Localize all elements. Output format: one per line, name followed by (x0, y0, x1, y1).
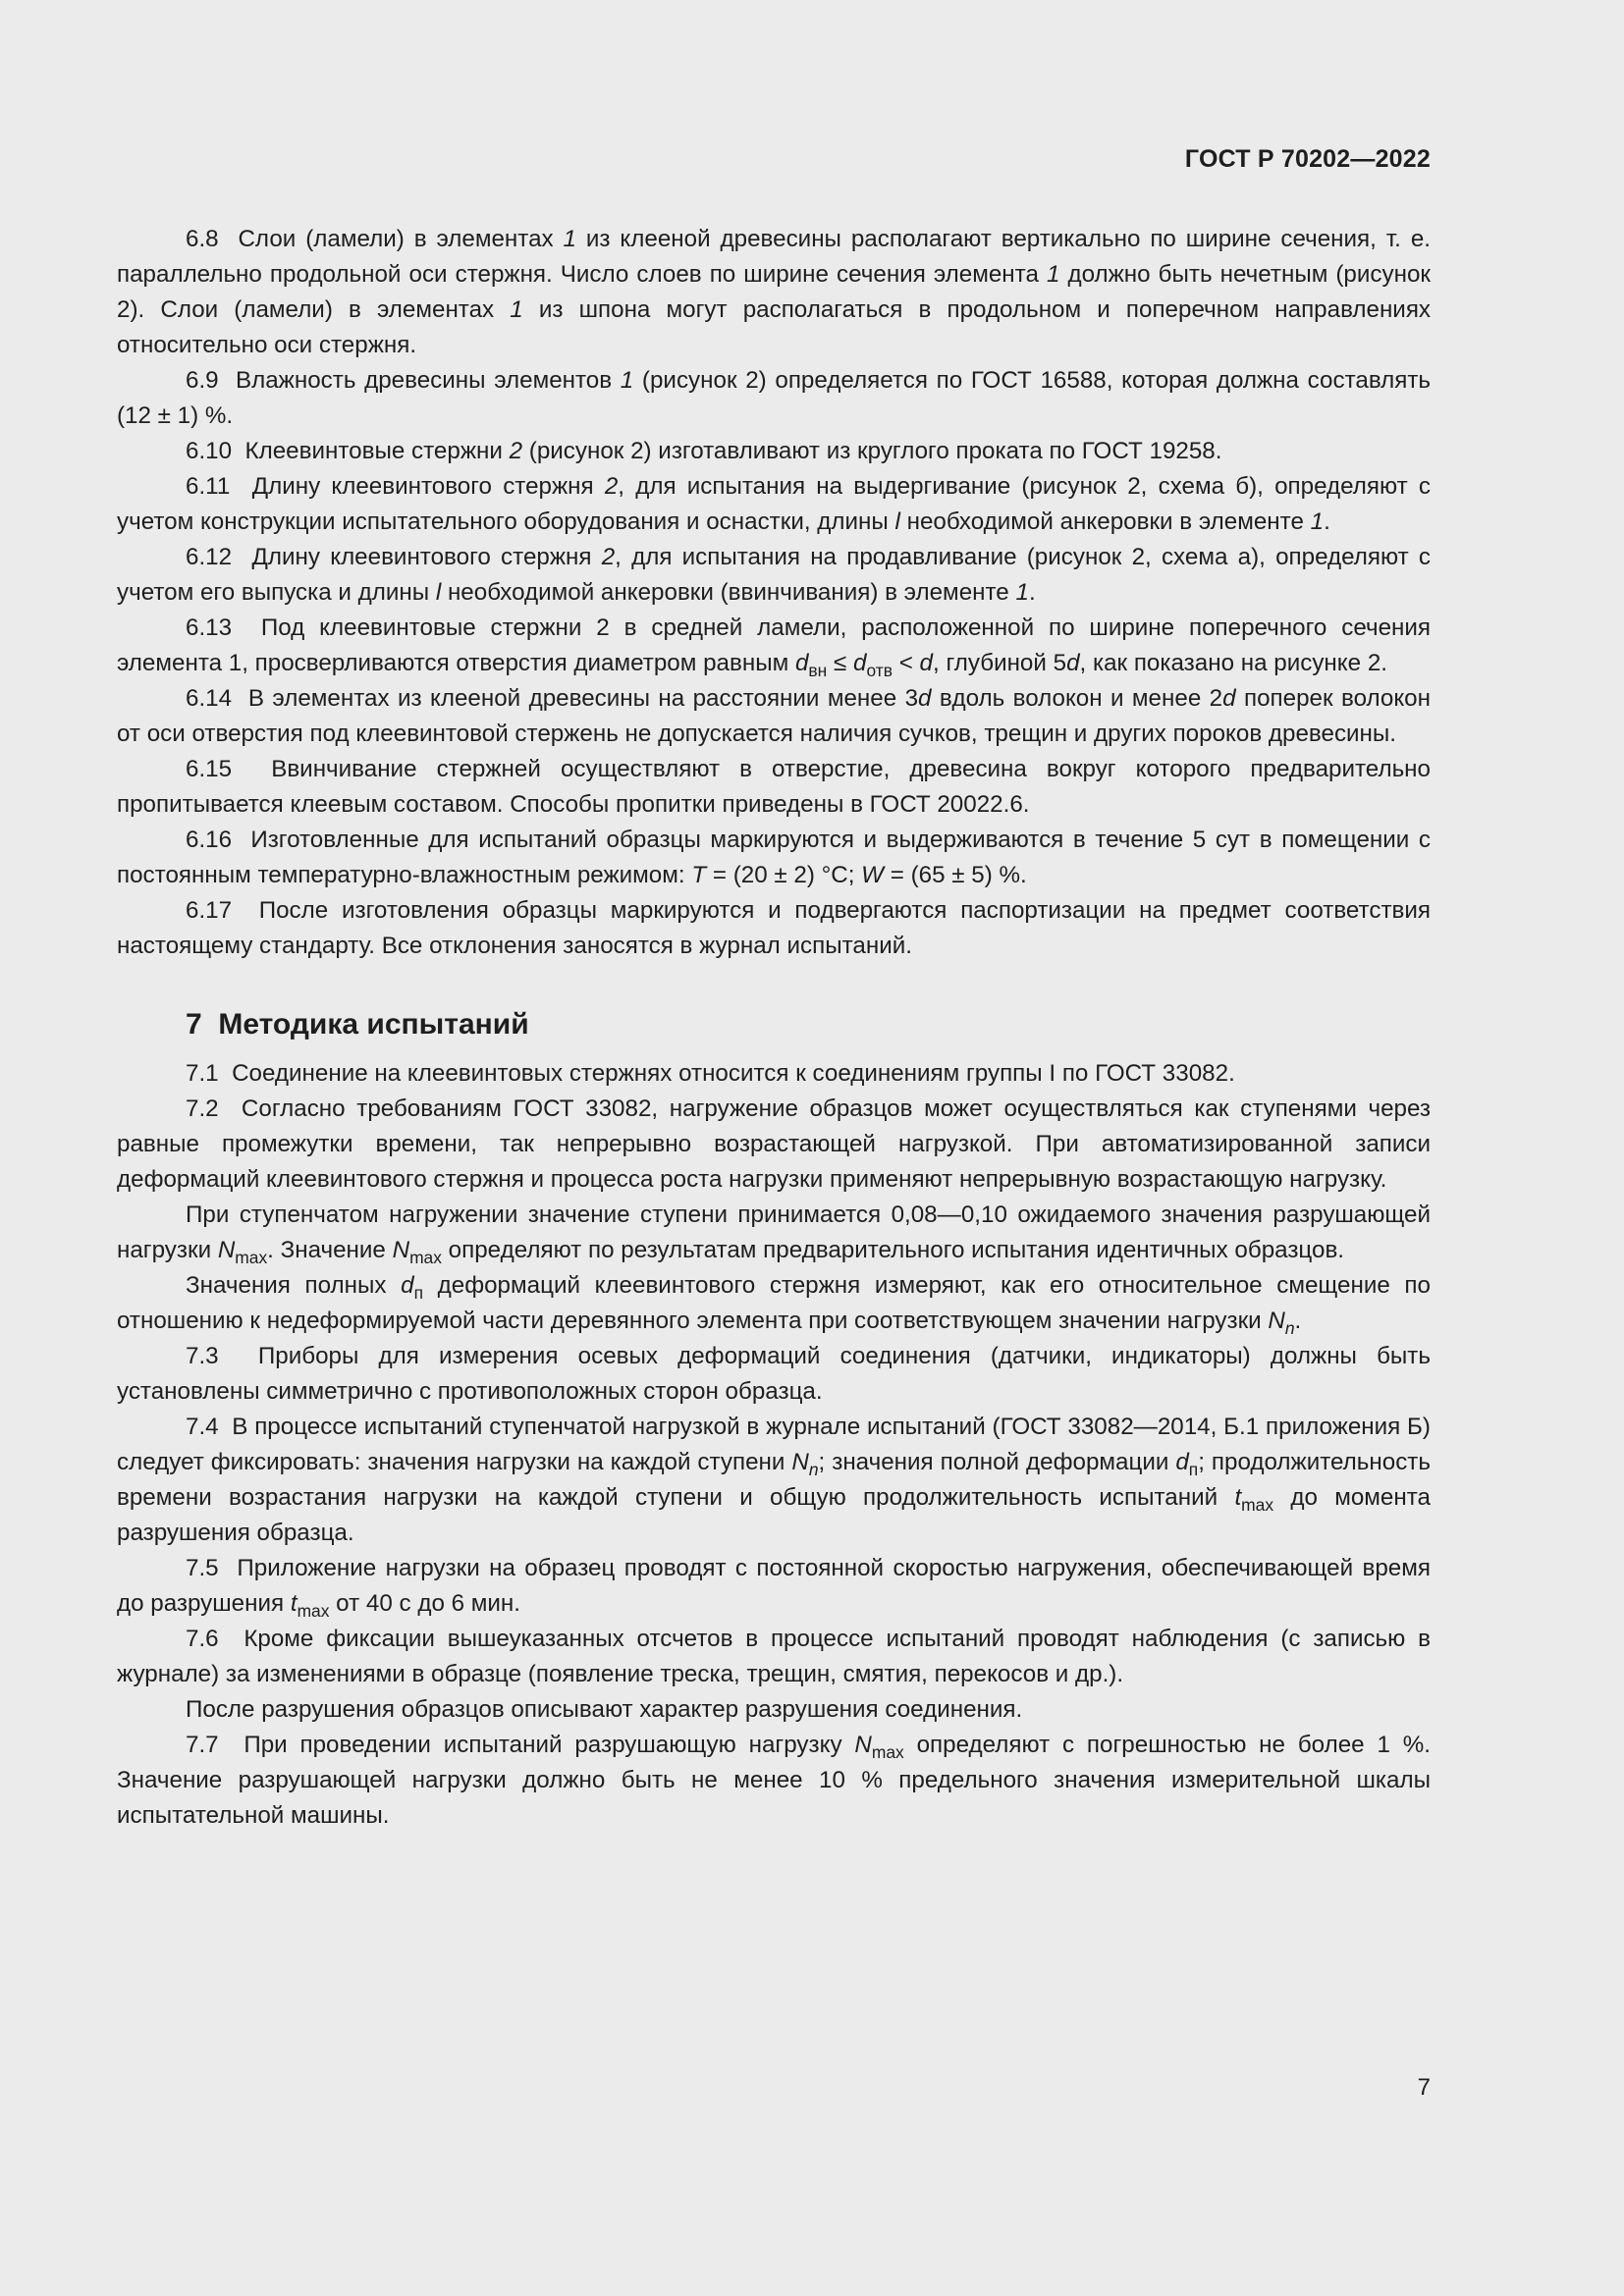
math-symbol: N (791, 1449, 809, 1475)
math-symbol: d (1175, 1449, 1189, 1475)
subscript: п (413, 1283, 424, 1304)
clause-6-12 (117, 540, 1431, 611)
document-header: ГОСТ Р 70202—2022 (1184, 145, 1431, 173)
text: . Значение (267, 1237, 393, 1263)
text: определяют по результатам предварительного испытания идентичных образцов. (441, 1237, 1345, 1263)
subscript: max (297, 1601, 330, 1622)
clause-6-14 (117, 681, 1431, 752)
text: После разрушения образцов описывают характер разрушения соединения. (186, 1696, 1023, 1723)
math-symbol: d (401, 1272, 414, 1299)
clause-number: 6.8 (186, 226, 219, 252)
math-symbol: d (852, 650, 867, 676)
clause-number: 6.9 (186, 367, 219, 394)
clause-number: 6.16 (186, 827, 233, 853)
page-number: 7 (1417, 2074, 1431, 2101)
text: из шпона могут располагаться в продольном и поперечном направлениях относительно оси стержня. (117, 296, 1432, 358)
math-symbol: t (290, 1590, 298, 1617)
clause-6-13 (117, 611, 1431, 681)
text: необходимой анкеровки в элементе (899, 508, 1311, 535)
text: определяют с погрешностью не более 1 %. Значение разрушающей нагрузки должно быть не менее 10 % предельного значения измерительной шкалы испытательной машины. (117, 1732, 1431, 1829)
clause-7-5 (117, 1551, 1431, 1622)
math-symbol: d (794, 650, 809, 676)
text: из клееной древесины располагают вертикально по ширине сечения, т. е. параллельно продольной оси стержня. Число слоев по ширине сечения элемента (117, 226, 1431, 288)
math-symbol: N (392, 1237, 410, 1263)
text: (рисунок 2) изготавливают из круглого проката по ГОСТ 19258. (522, 438, 1222, 464)
math-symbol: W (861, 862, 885, 888)
ref-number: 1 (1046, 261, 1060, 288)
text: , глубиной 5 (933, 650, 1067, 676)
clause-6-17 (117, 893, 1431, 964)
section-number: 7 (186, 1008, 202, 1041)
text: Приборы для измерения осевых деформаций соединения (датчики, индикаторы) должны быть установлены симметрично с противоположных сторон образца. (117, 1343, 1431, 1405)
clause-6-15 (117, 752, 1431, 823)
text: После изготовления образцы маркируются и подвергаются паспортизации на предмет соответствия настоящему стандарту. Все отклонения заносятся в журнал испытаний. (117, 897, 1431, 959)
math-symbol: T (691, 862, 707, 888)
text: , для испытания на продавливание (рисунок 2, схема а), определяют с учетом его выпуска и длины (117, 544, 1431, 606)
subscript: max (871, 1742, 904, 1763)
math-symbol: d (1066, 650, 1080, 676)
text: Длину клеевинтового стержня (251, 544, 602, 570)
clause-number: 7.2 (186, 1095, 219, 1122)
math-symbol: d (919, 650, 933, 676)
subscript: вн (808, 661, 828, 681)
text: В элементах из клееной древесины на расстоянии менее 3 (247, 685, 919, 712)
text: Согласно требованиям ГОСТ 33082, нагружение образцов может осуществляться как ступенями через равные промежутки времени, так непрерывно возрастающей нагрузкой. При автоматизированной записи деформаций клеевинтового стержня и процесса роста нагрузки применяют непрерывную возрастающую нагрузку. (117, 1095, 1431, 1193)
paragraph-step-loading (117, 1198, 1431, 1268)
clause-6-16 (117, 823, 1431, 893)
text: деформаций клеевинтового стержня измеряют, как его относительное смещение по отношению к недеформируемой части деревянного элемента при соответствующем значении нагрузки (117, 1272, 1431, 1334)
clause-number: 6.13 (186, 614, 233, 641)
math-symbol: N (1268, 1308, 1285, 1334)
math-symbol: t (1234, 1484, 1242, 1511)
text: ; продолжительность времени возрастания нагрузки на каждой ступени и общую продолжительность испытаний (117, 1449, 1431, 1511)
text: Значения полных (186, 1272, 402, 1299)
clause-7-4 (117, 1410, 1431, 1551)
text: Слои (ламели) в элементах (238, 226, 564, 252)
clause-7-7 (117, 1728, 1431, 1834)
text: ; значения полной деформации (818, 1449, 1176, 1475)
ref-number: 2 (509, 438, 523, 464)
clause-6-9 (117, 363, 1431, 434)
paragraph-after-failure (117, 1692, 1431, 1728)
subscript: max (235, 1248, 268, 1268)
subscript: п (1188, 1460, 1199, 1480)
text: = (20 ± 2) °C; (706, 862, 862, 888)
math-symbol: d (918, 685, 932, 712)
subscript: max (409, 1248, 442, 1268)
text: должно быть нечетным (рисунок 2). Слои (ламели) в элементах (117, 261, 1431, 323)
section-heading (186, 1007, 1431, 1042)
ref-number: 1 (510, 296, 523, 323)
ref-number: 2 (601, 544, 616, 570)
text: . (1294, 1308, 1302, 1334)
document-body (117, 222, 1431, 1834)
text: , как показано на рисунке 2. (1079, 650, 1387, 676)
subscript: max (1241, 1495, 1274, 1516)
text: Приложение нагрузки на образец проводят с постоянной скоростью нагружения, обеспечивающей время до разрушения (117, 1555, 1431, 1617)
math-symbol: l (435, 579, 442, 606)
text: Клеевинтовые стержни (244, 438, 510, 464)
ref-number: 1 (1015, 579, 1029, 606)
text: Изготовленные для испытаний образцы маркируются и выдерживаются в течение 5 сут в помещении с постоянным температурно-влажностным режимом: (117, 827, 1431, 888)
clause-number: 6.17 (186, 897, 233, 924)
text: При ступенчатом нагружении значение ступени принимается 0,08—0,10 ожидаемого значения разрушающей нагрузки (117, 1201, 1431, 1263)
clause-number: 7.6 (186, 1626, 219, 1652)
clause-number: 7.7 (186, 1732, 219, 1758)
text: Длину клеевинтового стержня (251, 473, 605, 500)
math-symbol: l (894, 508, 900, 535)
text: ≤ (827, 650, 853, 676)
text: < (892, 650, 920, 676)
ref-number: 1 (620, 367, 634, 394)
text: Кроме фиксации вышеуказанных отсчетов в процессе испытаний проводят наблюдения (с записью в журнале) за изменениями в образце (появление треска, трещин, смятия, перекосов и др.). (117, 1626, 1431, 1687)
clause-6-8 (117, 222, 1431, 363)
ref-number: 1 (1310, 508, 1325, 535)
clause-7-3 (117, 1339, 1431, 1410)
text: При проведении испытаний разрушающую нагрузку (244, 1732, 855, 1758)
clause-number: 6.14 (186, 685, 233, 712)
math-symbol: d (1222, 685, 1236, 712)
text: Соединение на клеевинтовых стержнях относится к соединениям группы I по ГОСТ 33082. (232, 1060, 1235, 1087)
ref-number: 1 (563, 226, 576, 252)
clause-number: 6.15 (186, 756, 233, 782)
paragraph-deformation (117, 1268, 1431, 1339)
subscript: n (808, 1460, 819, 1480)
clause-7-6 (117, 1622, 1431, 1692)
text: от 40 с до 6 мин. (329, 1590, 521, 1617)
math-symbol: N (217, 1237, 236, 1263)
text: поперек волокон от оси отверстия под клеевинтовой стержень не допускается наличия сучков, трещин и других пороков древесины. (117, 685, 1431, 747)
clause-number: 7.3 (186, 1343, 219, 1369)
text: необходимой анкеровки (ввинчивания) в элементе (441, 579, 1016, 606)
text: Влажность древесины элементов (235, 367, 621, 394)
text: = (65 ± 5) %. (884, 862, 1027, 888)
clause-number: 7.1 (186, 1060, 219, 1087)
text: (рисунок 2) определяется по ГОСТ 16588, которая должна составлять (12 ± 1) %. (117, 367, 1432, 429)
clause-number: 6.12 (186, 544, 233, 570)
clause-7-2 (117, 1092, 1431, 1198)
text: В процессе испытаний ступенчатой нагрузкой в журнале испытаний (ГОСТ 33082—2014, Б.1 приложения Б) следует фиксировать: значения нагрузки на каждой ступени (117, 1414, 1431, 1475)
math-symbol: N (854, 1732, 872, 1758)
text: , для испытания на выдергивание (рисунок 2, схема б), определяют с учетом конструкции испытательного оборудования и оснастки, длины (117, 473, 1431, 535)
section-title: Методика испытаний (218, 1008, 529, 1041)
text: Ввинчивание стержней осуществляют в отверстие, древесина вокруг которого предварительно пропитывается клеевым составом. Способы пропитки приведены в ГОСТ 20022.6. (117, 756, 1431, 818)
clause-number: 7.5 (186, 1555, 219, 1581)
clause-6-10 (117, 434, 1431, 469)
subscript: n (1284, 1318, 1295, 1339)
clause-number: 6.11 (186, 473, 231, 500)
text: . (1324, 508, 1330, 535)
clause-number: 7.4 (186, 1414, 219, 1440)
text: Под клеевинтовые стержни 2 в средней ламели, расположенной по ширине поперечного сечения элемента 1, просверливаются отверстия диаметром равным (117, 614, 1431, 676)
clause-7-1 (117, 1056, 1431, 1092)
subscript: отв (866, 661, 893, 681)
ref-number: 2 (604, 473, 619, 500)
clause-number: 6.10 (186, 438, 233, 464)
text: . (1028, 579, 1036, 606)
text: вдоль волокон и менее 2 (931, 685, 1223, 712)
text: до момента разрушения образца. (117, 1484, 1431, 1546)
clause-6-11 (117, 469, 1431, 540)
